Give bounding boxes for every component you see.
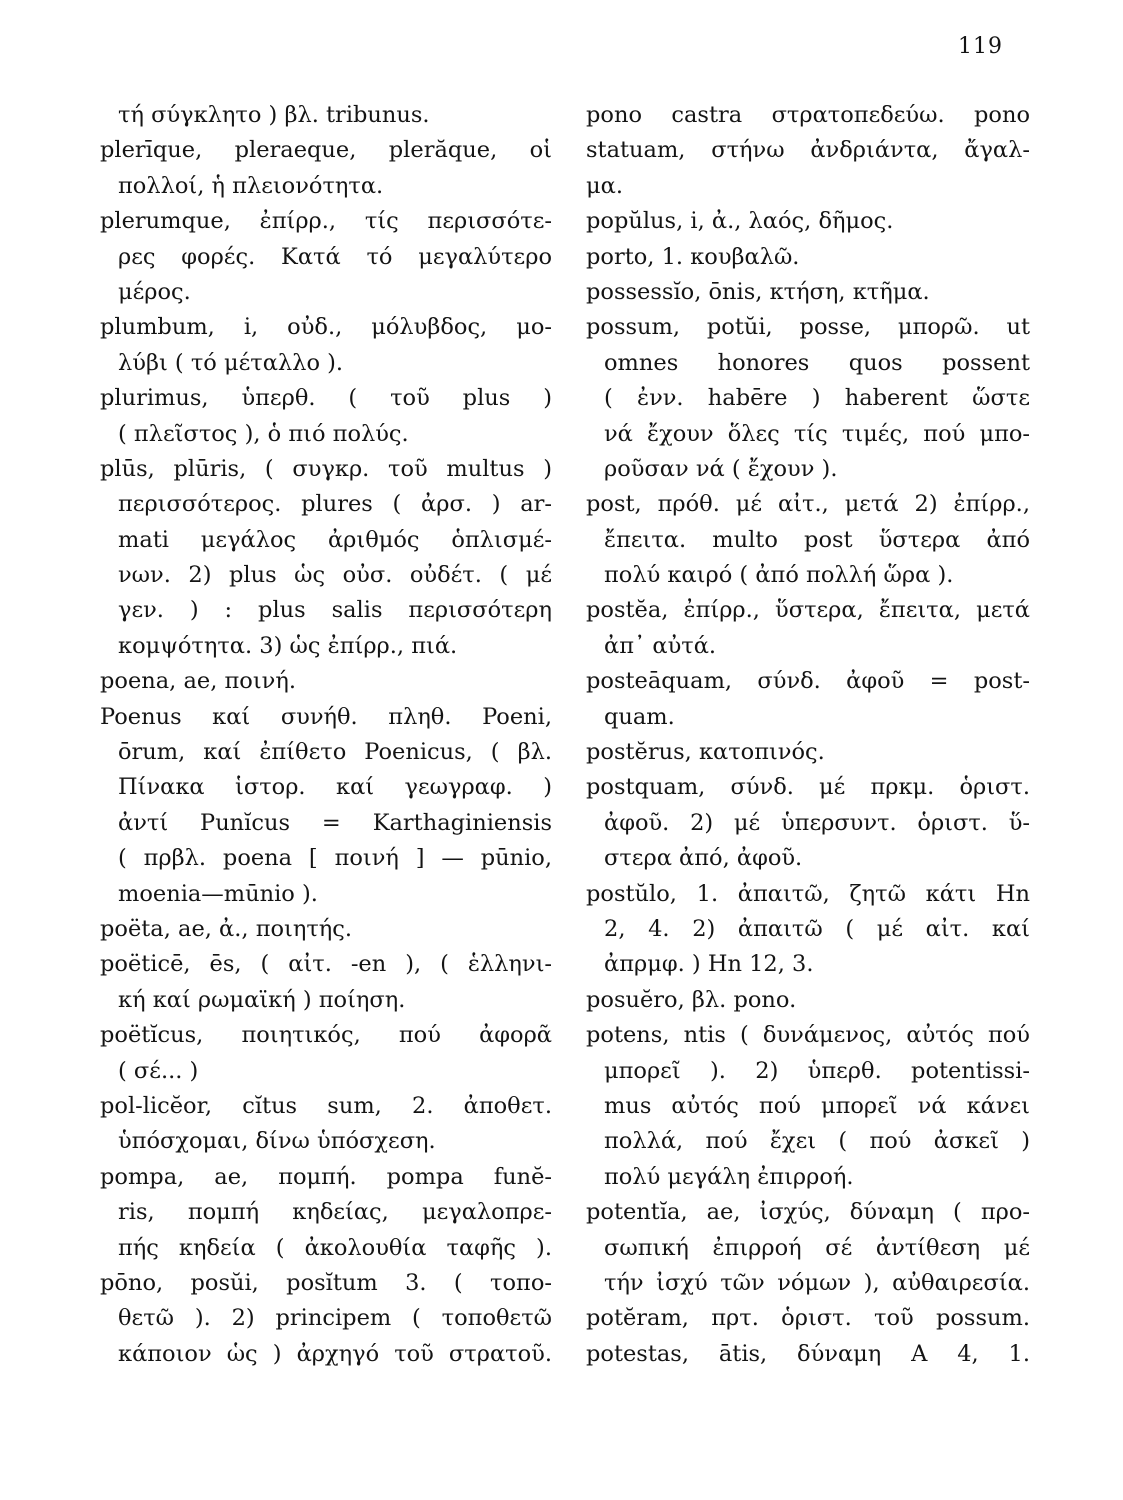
dictionary-line: πολλοί, ἡ πλειονότητα. xyxy=(118,172,384,199)
page-number: 119 xyxy=(958,34,1003,59)
dictionary-line: μέρος. xyxy=(118,278,191,305)
dictionary-line: 2, 4. 2) ἀπαιτῶ ( μέ αἰτ. καί xyxy=(604,915,1030,942)
dictionary-line: statuam, στήνω ἀνδριάντα, ἄγαλ- xyxy=(586,137,1030,164)
dictionary-line: mati μεγάλος ἀριθμός ὁπλισμέ- xyxy=(118,526,552,553)
right-column xyxy=(586,98,1030,1372)
dictionary-line: porto, 1. κουβαλῶ. xyxy=(586,243,800,270)
dictionary-line: κάποιον ὡς ) ἀρχηγό τοῦ στρατοῦ. xyxy=(118,1340,552,1367)
dictionary-line: poëticē, ēs, ( αἰτ. -en ), ( ἑλληνι- xyxy=(100,951,552,978)
dictionary-line: postĕa, ἐπίρρ., ὕστερα, ἔπειτα, μετά xyxy=(586,597,1030,624)
dictionary-line: λύβι ( τό μέταλλο ). xyxy=(118,349,344,376)
dictionary-line: poëtĭcus, ποιητικός, πού ἀφορᾶ xyxy=(100,1022,552,1049)
dictionary-line: ρες φορές. Κατά τό μεγαλύτερο xyxy=(118,243,552,270)
dictionary-line: plurimus, ὑπερθ. ( τοῦ plus ) xyxy=(100,385,552,412)
dictionary-line: poëta, ae, ἀ., ποιητής. xyxy=(100,915,353,942)
dictionary-line: plerīque, pleraeque, plerăque, οἱ xyxy=(100,137,552,164)
dictionary-line: Πίνακα ἱστορ. καί γεωγραφ. ) xyxy=(118,774,552,801)
dictionary-line: potĕram, πρτ. ὁριστ. τοῦ possum. xyxy=(586,1305,1030,1332)
dictionary-line: omnes honores quos possent xyxy=(604,349,1030,376)
dictionary-line: πής κηδεία ( ἀκολουθία ταφῆς ). xyxy=(118,1234,552,1261)
dictionary-line: ἀπ᾽ αὐτά. xyxy=(604,632,717,659)
dictionary-line: ( πλεῖστος ), ὁ πιό πολύς. xyxy=(118,420,409,447)
dictionary-line: possum, potŭi, posse, μπορῶ. ut xyxy=(586,314,1030,341)
dictionary-line: potestas, ātis, δύναμη A 4, 1. xyxy=(586,1340,1030,1367)
dictionary-line: ἔπειτα. multo post ὕστερα ἀπό xyxy=(604,526,1030,553)
dictionary-line: mus αὐτός πού μπορεῖ νά κάνει xyxy=(604,1092,1030,1119)
dictionary-line: τή σύγκλητο ) βλ. tribunus. xyxy=(118,102,430,128)
dictionary-line: πολύ μεγάλη ἐπιρροή. xyxy=(604,1163,854,1190)
dictionary-line: κομψότητα. 3) ὡς ἐπίρρ., πιά. xyxy=(118,632,458,659)
dictionary-line: τήν ἰσχύ τῶν νόμων ), αὐθαιρεσία. xyxy=(604,1269,1030,1296)
dictionary-line: popŭlus, i, ἀ., λαός, δῆμος. xyxy=(586,208,894,235)
dictionary-line: Poenus καί συνήθ. πληθ. Poeni, xyxy=(100,703,552,730)
dictionary-line: σωπική ἐπιρροή σέ ἀντίθεση μέ xyxy=(604,1234,1030,1261)
dictionary-line: posuĕro, βλ. pono. xyxy=(586,986,797,1013)
dictionary-line: ροῦσαν νά ( ἔχουν ). xyxy=(604,455,838,482)
dictionary-line: pompa, ae, πομπή. pompa funĕ- xyxy=(100,1163,552,1190)
dictionary-line: πολύ καιρό ( ἀπό πολλή ὥρα ). xyxy=(604,562,954,589)
dictionary-line: posteāquam, σύνδ. ἀφοῦ = post- xyxy=(586,668,1030,695)
dictionary-line: ἀπρμφ. ) Hn 12, 3. xyxy=(604,951,814,978)
left-column xyxy=(100,98,552,1372)
dictionary-line: νά ἔχουν ὅλες τίς τιμές, πού μπο- xyxy=(604,420,1030,447)
dictionary-line: ἀντί Punĭcus = Karthaginiensis xyxy=(118,809,552,836)
dictionary-line: plūs, plūris, ( συγκρ. τοῦ multus ) xyxy=(100,455,552,482)
dictionary-line: μα. xyxy=(586,172,623,199)
dictionary-line: plerumque, ἐπίρρ., τίς περισσότε- xyxy=(100,208,552,235)
dictionary-line: potentĭa, ae, ἰσχύς, δύναμη ( προ- xyxy=(586,1199,1030,1226)
dictionary-line: pōno, posŭi, posĭtum 3. ( τοπο- xyxy=(100,1269,552,1296)
dictionary-line: ris, πομπή κηδείας, μεγαλοπρε- xyxy=(118,1199,552,1226)
dictionary-line: θετῶ ). 2) principem ( τοποθετῶ xyxy=(118,1305,552,1332)
dictionary-line: poena, ae, ποινή. xyxy=(100,668,296,695)
dictionary-line: postŭlo, 1. ἀπαιτῶ, ζητῶ κάτι Hn xyxy=(586,880,1030,907)
dictionary-line: postquam, σύνδ. μέ πρκμ. ὁριστ. xyxy=(586,774,1030,801)
dictionary-line: ( ἐνν. habēre ) haberent ὥστε xyxy=(604,385,1030,412)
dictionary-line: possessĭo, ōnis, κτήση, κτῆμα. xyxy=(586,278,930,305)
dictionary-line: μπορεῖ ). 2) ὑπερθ. potentissi- xyxy=(604,1057,1030,1084)
dictionary-line: pono castra στρατοπεδεύω. pono xyxy=(586,102,1030,128)
dictionary-line: ōrum, καί ἐπίθετο Poenicus, ( βλ. xyxy=(118,739,552,766)
dictionary-line: postĕrus, κατοπινός. xyxy=(586,739,825,766)
dictionary-line: πολλά, πού ἔχει ( πού ἀσκεῖ ) xyxy=(604,1128,1030,1155)
dictionary-line: ἀφοῦ. 2) μέ ὑπερσυντ. ὁριστ. ὕ- xyxy=(604,809,1030,836)
dictionary-line: ( πρβλ. poena [ ποινή ] — pūnio, xyxy=(118,845,552,872)
dictionary-line: ( σέ... ) xyxy=(118,1057,199,1084)
dictionary-line: potens, ntis ( δυνάμενος, αὐτός πού xyxy=(586,1022,1030,1049)
dictionary-line: post, πρόθ. μέ αἰτ., μετά 2) ἐπίρρ., xyxy=(586,491,1030,518)
dictionary-line: περισσότερος. plures ( ἀρσ. ) ar- xyxy=(118,491,552,518)
dictionary-line: γεν. ) : plus salis περισσότερη xyxy=(118,597,552,624)
dictionary-line: νων. 2) plus ὡς οὐσ. οὐδέτ. ( μέ xyxy=(118,562,552,589)
dictionary-line: pol-licĕor, cĭtus sum, 2. ἀποθετ. xyxy=(100,1092,552,1119)
dictionary-line: quam. xyxy=(604,703,675,730)
dictionary-line: στερα ἀπό, ἀφοῦ. xyxy=(604,845,803,872)
dictionary-line: moenia—mūnio ). xyxy=(118,880,318,907)
dictionary-line: ὑπόσχομαι, δίνω ὑπόσχεση. xyxy=(118,1128,436,1155)
dictionary-line: κή καί ρωμαϊκή ) ποίηση. xyxy=(118,986,406,1013)
dictionary-line: plumbum, i, οὐδ., μόλυβδος, μο- xyxy=(100,314,552,341)
